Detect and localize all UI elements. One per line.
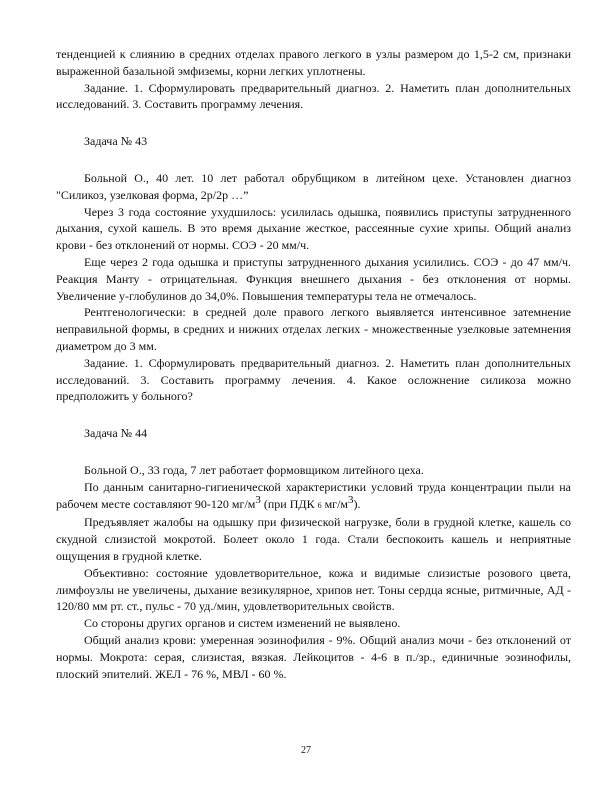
paragraph: Еще через 2 года одышка и приступы затрудненного дыхания усилились. СОЭ - до 47 мм/ч. Реакция Манту - отрицательная. Функция внешнего дыхания - без отклонения от нормы. Увеличение у-глобулинов до 34,0%. Повышения температуры тела не отмечалось. (56, 254, 571, 303)
superscript: 3 (348, 493, 354, 506)
assignment-paragraph: Задание. 1. Сформулировать предварительный диагноз. 2. Наметить план дополнительных исследований. 3. Составить программу лечения. 4. Какое осложнение силикоза можно предположить у больного? (56, 355, 571, 404)
paragraph: Общий анализ крови: умеренная эозинофилия - 9%. Общий анализ мочи - без отклонений от нормы. Мокрота: серая, слизистая, вязкая. Лейкоцитов - 4-6 в п./зр., единичные эозинофилы, плоский эпителий. ЖЕЛ - 76 %, МВЛ - 60 %. (56, 632, 571, 681)
text-run: По данным санитарно-гигиенической характеристики условий труда концентрации пыли на рабочем месте составляют 90-120 мг/м (56, 479, 571, 511)
paragraph: Со стороны других органов и систем изменений не выявлено. (84, 616, 401, 631)
paragraph: Больной О., 33 года, 7 лет работает формовщиком литейного цеха. (84, 462, 424, 477)
paragraph: тенденцией к слиянию в средних отделах правого легкого в узлы размером до 1,5-2 см, признаки выраженной базальной эмфиземы, корни легких уплотнены. (56, 47, 571, 78)
task-44-title: Задача № 44 (84, 426, 148, 441)
superscript: 3 (255, 493, 261, 506)
text-run: ). (353, 496, 361, 511)
text-run: (при ПДК (260, 496, 318, 511)
page-number: 27 (301, 745, 311, 756)
task-43-title: Задача № 43 (84, 134, 148, 149)
paragraph: Рентгенологически: в средней доле правого легкого выявляется интенсивное затемнение неправильной формы, в средних и нижних отделах легких - множественные узелковые затемнения диаметром до 3 мм. (56, 305, 571, 353)
paragraph: Объективно: состояние удовлетворительное, кожа и видимые слизистые розового цвета, лимфоузлы не увеличены, дыхание везикулярное, хрипов нет. Тоны сердца ясные, ритмичные, АД - 120/80 мм рт. ст., пульс - 70 уд./мин, удовлетворительных свойств. (56, 565, 571, 614)
paragraph: Через 3 года состояние ухудшилось: усилилась одышка, появились приступы затрудненного дыхания, сухой кашель. В это время дыхание жесткое, рассеянные сухие хрипы. Общий анализ крови - без отклонений от нормы. СОЭ - 20 мм/ч. (56, 204, 571, 253)
assignment-paragraph: Задание. 1. Сформулировать предварительный диагноз. 2. Наметить план дополнительных исследований. 3. Составить программу лечения. (56, 80, 571, 112)
paragraph: Предъявляет жалобы на одышку при физической нагрузке, боли в грудной клетке, кашель со скудной слизистой мокротой. Болеет около 1 года. Стали беспокоить кашель и неприятные ощущения в грудной клетке. (56, 515, 571, 563)
text-run: мг/м (321, 496, 349, 511)
page-content (56, 46, 571, 682)
paragraph: Больной О., 40 лет. 10 лет работал обрубщиком в литейном цехе. Установлен диагноз "Силикоз, узелковая форма, 2р/2р …” (56, 170, 571, 202)
subscript-small: 6 (317, 500, 322, 510)
paragraph-dust-concentration (56, 479, 571, 515)
